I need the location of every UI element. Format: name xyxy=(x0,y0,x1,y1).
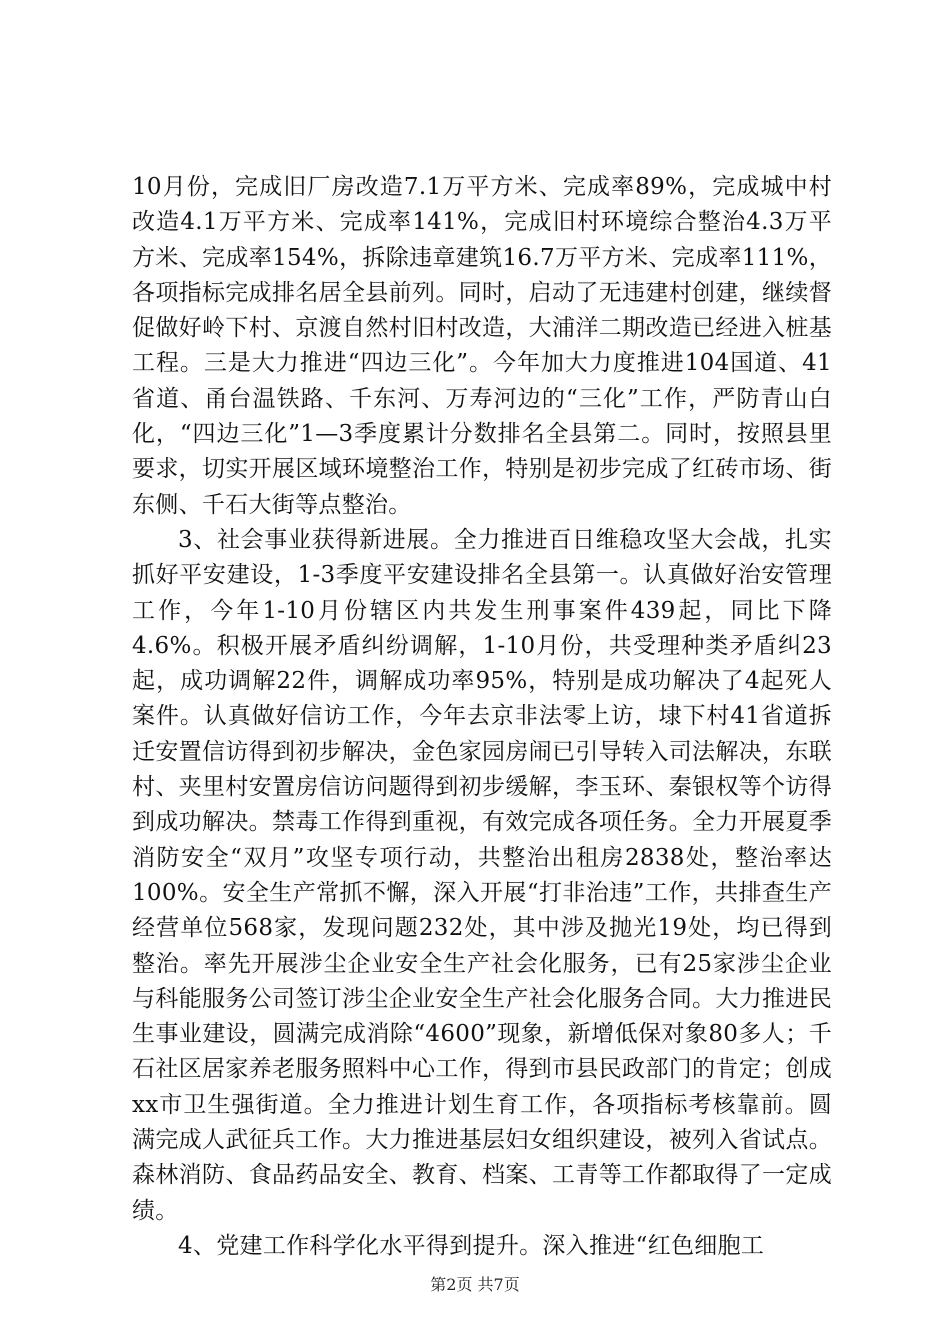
paragraph-continuation: 10月份，完成旧厂房改造7.1万平方米、完成率89%，完成城中村改造4.1万平方米、完成率141%，完成旧村环境综合整治4.3万平方米、完成率154%，拆除违章建筑16.7万平方米、完成率111%，各项指标完成排名居全县前列。同时，启动了无违建村创建，继续督促做好岭下村、京渡自然村旧村改造，大浦洋二期改造已经进入桩基工程。三是大力推进“四边三化”。今年加大力度推进104国道、41省道、甬台温铁路、千东河、万寿河边的“三化”工作，严防青山白化，“四边三化”1—3季度累计分数排名全县第二。同时，按照县里要求，切实开展区域环境整治工作，特别是初步完成了红砖市场、街东侧、千石大街等点整治。 xyxy=(132,174,832,518)
paragraph-social-affairs: 3、社会事业获得新进展。全力推进百日维稳攻坚大会战，扎实抓好平安建设，1-3季度平安建设排名全县第一。认真做好治安管理工作，今年1-10月份辖区内共发生刑事案件439起，同比下降4.6%。积极开展矛盾纠纷调解，1-10月份，共受理种类矛盾纠23起，成功调解22件，调解成功率95%，特别是成功解决了4起死人案件。认真做好信访工作，今年去京非法零上访，埭下村41省道拆迁安置信访得到初步解决，金色家园房闹已引导转入司法解决，东联村、夹里村安置房信访问题得到初步缓解，李玉环、秦银权等个访得到成功解决。禁毒工作得到重视，有效完成各项任务。全力开展夏季消防安全“双月”攻坚专项行动，共整治出租房2838处，整治率达100%。安全生产常抓不懈，深入开展“打非治违”工作，共排查生产经营单位568家，发现问题232处，其中涉及抛光19处，均已得到整治。率先开展涉尘企业安全生产社会化服务，已有25家涉尘企业与科能服务公司签订涉尘企业安全生产社会化服务合同。大力推进民生事业建设，圆满完成消除“4600”现象，新增低保对象80多人；千石社区居家养老服务照料中心工作，得到市县民政部门的肯定；创成xx市卫生强街道。全力推进计划生育工作，各项指标考核靠前。圆满完成人武征兵工作。大力推进基层妇女组织建设，被列入省试点。森林消防、食品药品安全、教育、档案、工青等工作都取得了一定成绩。 xyxy=(132,526,832,1224)
page-footer: 第2页 共7页 xyxy=(430,1275,520,1294)
document-body xyxy=(132,170,832,1264)
paragraph-party-building: 4、党建工作科学化水平得到提升。深入推进“红色细胞工 xyxy=(178,1232,765,1259)
